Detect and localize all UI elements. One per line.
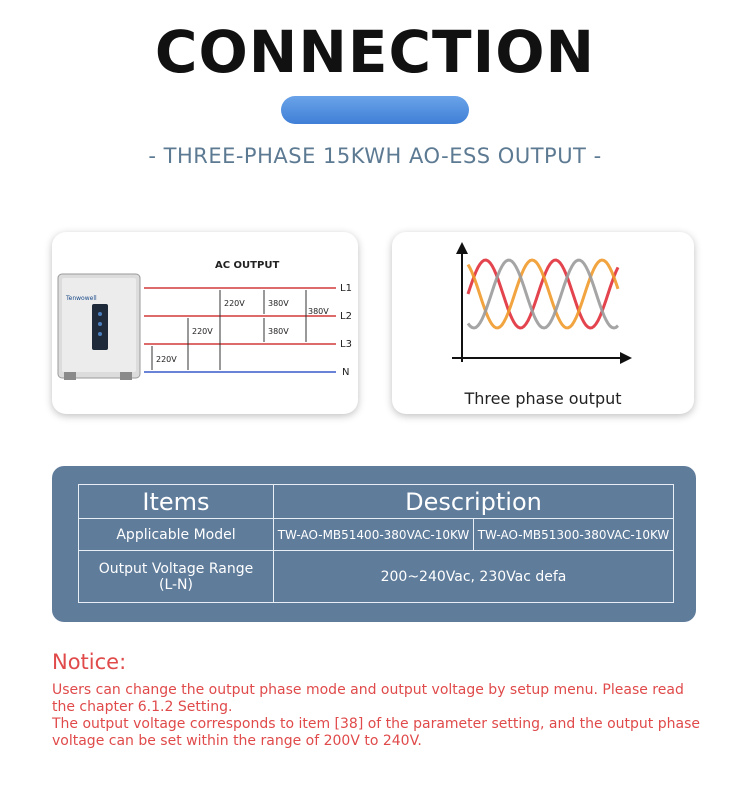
page-title: CONNECTION bbox=[154, 18, 596, 86]
line-label-l1: L1 bbox=[340, 283, 352, 294]
notice-line-2: The output voltage corresponds to item [38] of the parameter setting, and the output phase voltage can be set within the range of 200V to 240V. bbox=[52, 716, 700, 749]
cell-applicable-model: Applicable Model bbox=[79, 519, 274, 551]
line-label-l3: L3 bbox=[340, 339, 352, 350]
cell-model-1: TW-AO-MB51400-380VAC-10KW bbox=[274, 519, 474, 551]
voltage-l1-l2: 380V bbox=[268, 299, 289, 308]
ac-output-label: AC OUTPUT bbox=[215, 260, 280, 271]
voltage-l3-n: 220V bbox=[156, 355, 177, 364]
voltage-l1-l3: 380V bbox=[308, 307, 329, 316]
table-row bbox=[79, 551, 674, 603]
cell-item-line1: Output Voltage Range bbox=[98, 560, 254, 577]
table-row bbox=[79, 519, 674, 551]
inverter-image bbox=[58, 274, 140, 380]
ac-output-card bbox=[52, 232, 358, 414]
voltage-l2-n: 220V bbox=[192, 327, 213, 336]
brand-logo: Tenwowell bbox=[66, 295, 97, 302]
voltage-l2-l3: 380V bbox=[268, 327, 289, 336]
cell-item-line2: (L-N) bbox=[158, 576, 193, 593]
three-phase-diagram bbox=[392, 232, 694, 414]
phase-wave-c bbox=[468, 260, 618, 328]
spec-table bbox=[78, 484, 674, 603]
line-label-n: N bbox=[342, 367, 350, 378]
line-label-l2: L2 bbox=[340, 311, 352, 322]
ac-output-diagram bbox=[52, 232, 358, 414]
section-subtitle: - THREE-PHASE 15KWH AO-ESS OUTPUT - bbox=[148, 144, 602, 168]
header-description: Description bbox=[274, 485, 674, 519]
notice-title: Notice: bbox=[52, 650, 127, 674]
cell-output-voltage-range bbox=[79, 551, 274, 603]
accent-bar bbox=[281, 96, 469, 124]
three-phase-card bbox=[392, 232, 694, 414]
header-items: Items bbox=[79, 485, 274, 519]
voltage-l1-n: 220V bbox=[224, 299, 245, 308]
notice-body bbox=[52, 682, 702, 750]
cell-model-2: TW-AO-MB51300-380VAC-10KW bbox=[474, 519, 674, 551]
notice-line-1: Users can change the output phase mode and output voltage by setup menu. Please read the chapter 6.1.2 Setting. bbox=[52, 682, 684, 715]
cell-voltage-value: 200~240Vac, 230Vac defa bbox=[274, 551, 674, 603]
display-panel bbox=[92, 304, 108, 350]
wave-caption: Three phase output bbox=[464, 389, 622, 408]
spec-panel bbox=[52, 466, 696, 622]
